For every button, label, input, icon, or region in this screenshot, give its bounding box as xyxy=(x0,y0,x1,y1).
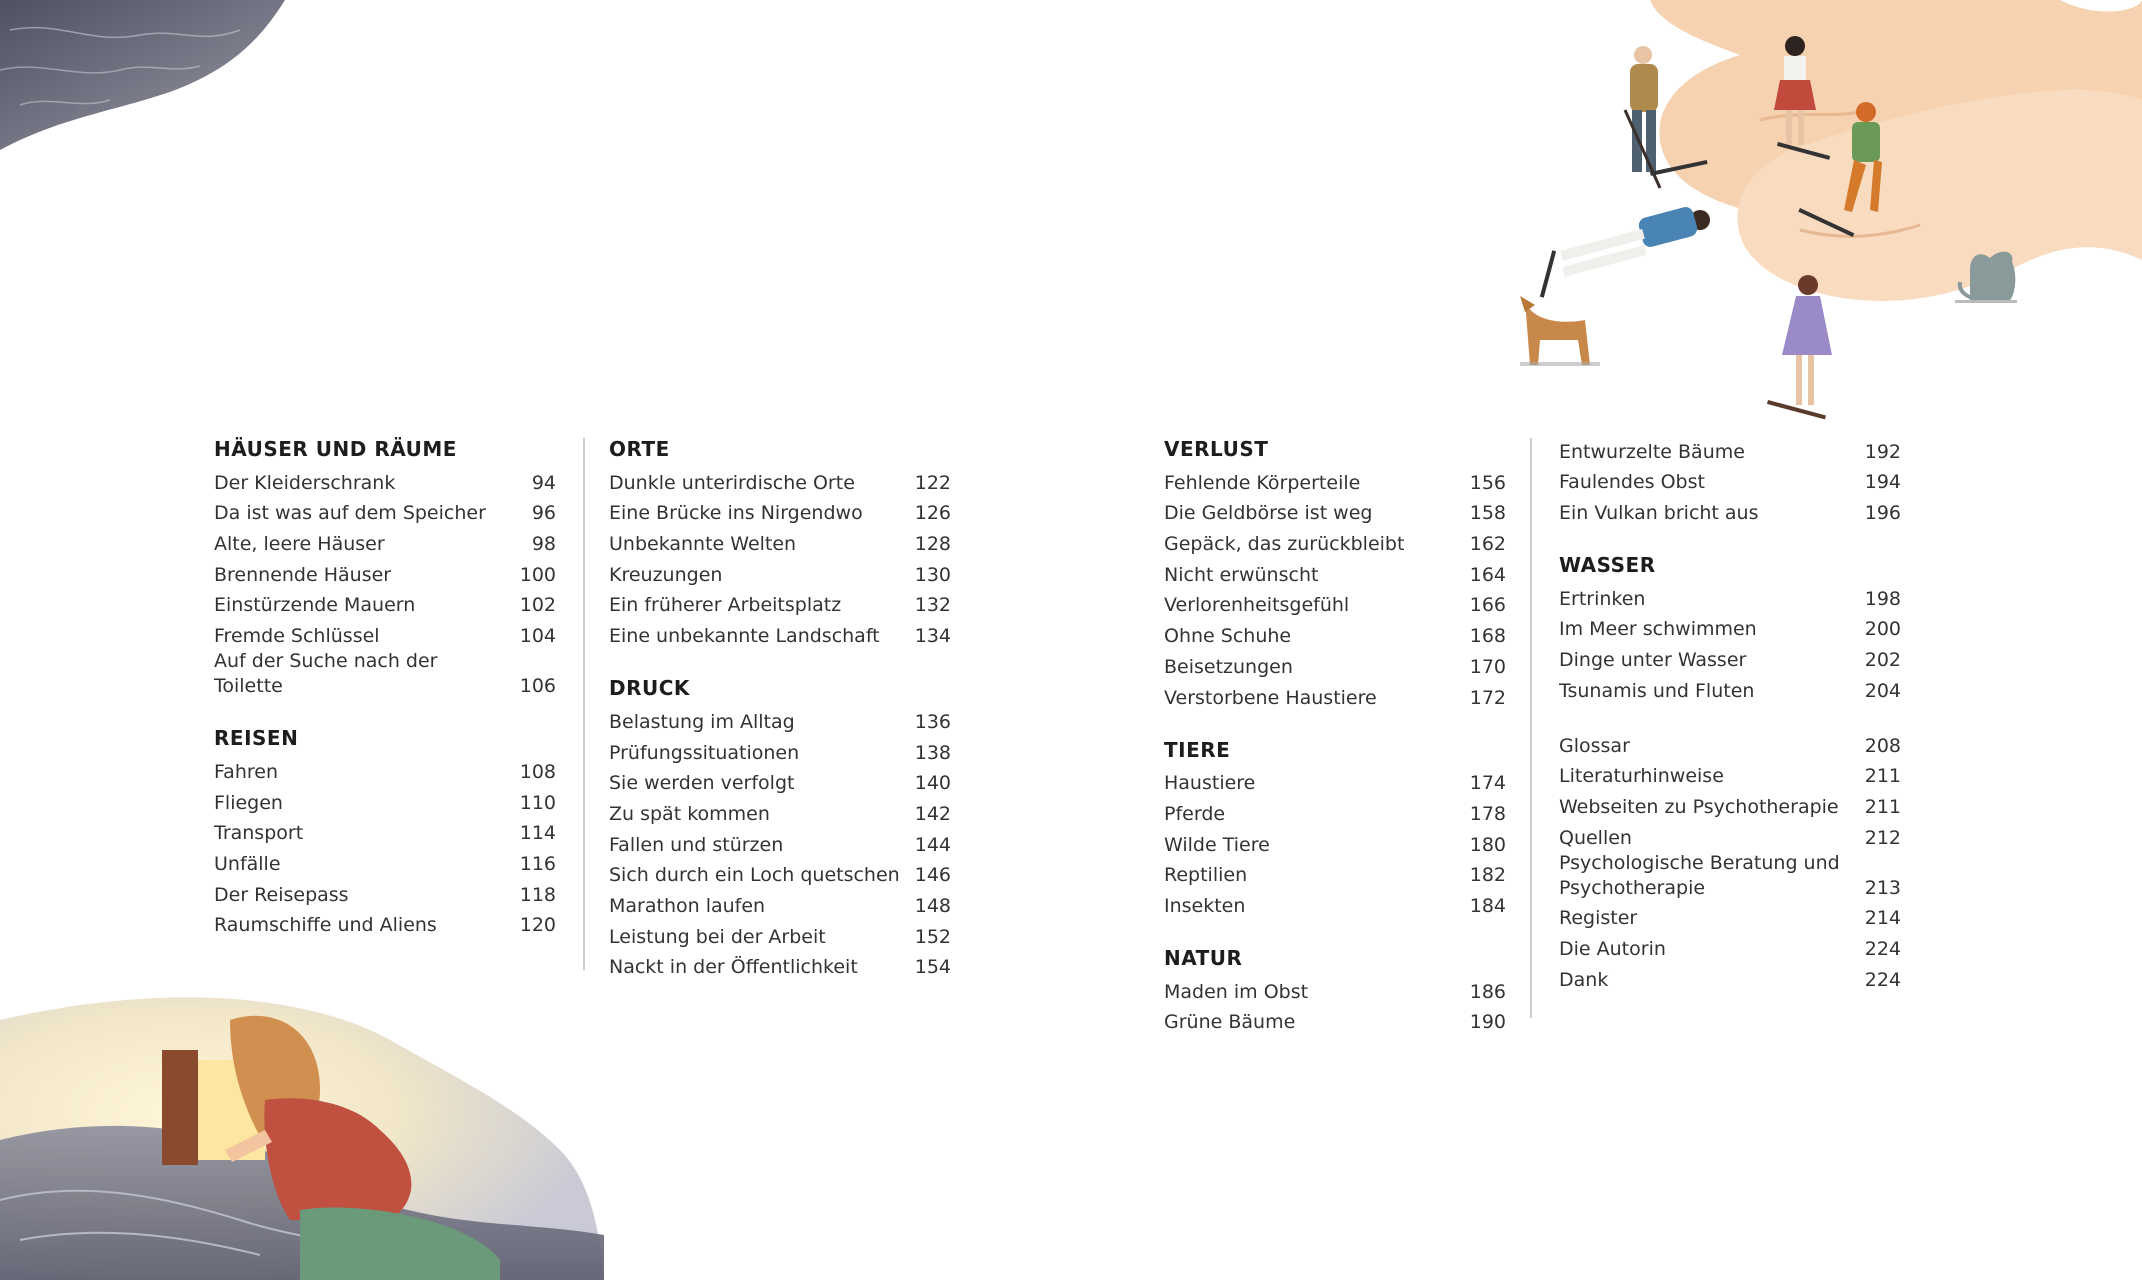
toc-entry[interactable] xyxy=(609,465,951,496)
section-title: TIERE xyxy=(1164,737,1231,762)
entry-title: Reptilien xyxy=(1164,864,1248,887)
entry-title: Fremde Schlüssel xyxy=(214,625,380,648)
toc-section xyxy=(1559,728,1901,993)
entry-title: Raumschiffe und Aliens xyxy=(214,914,437,937)
column-separator-2 xyxy=(1530,438,1532,1018)
toc-entry[interactable] xyxy=(214,908,556,939)
page-number: 132 xyxy=(914,594,951,617)
toc-entry[interactable] xyxy=(609,950,951,981)
section-title: HÄUSER UND RÄUME xyxy=(214,437,457,461)
toc-entry[interactable] xyxy=(1164,827,1506,858)
entry-title: Ein Vulkan bricht aus xyxy=(1559,502,1759,525)
toc-entry[interactable] xyxy=(1559,901,1901,932)
page-number: 166 xyxy=(1469,594,1506,617)
toc-entry[interactable] xyxy=(1164,766,1506,797)
page-number: 224 xyxy=(1864,968,1901,991)
toc-entry[interactable] xyxy=(1559,820,1901,851)
page-number: 211 xyxy=(1864,765,1901,788)
page-number: 142 xyxy=(914,802,951,825)
page-number: 168 xyxy=(1469,625,1506,648)
toc-entry[interactable] xyxy=(1559,495,1901,526)
page-number: 126 xyxy=(914,502,951,525)
page-number: 180 xyxy=(1469,833,1506,856)
entry-title: Maden im Obst xyxy=(1164,980,1309,1003)
section-title: REISEN xyxy=(214,726,299,751)
page-number: 170 xyxy=(1469,655,1506,678)
entry-title: Dunkle unterirdische Orte xyxy=(609,471,855,494)
column-separator-1 xyxy=(583,438,585,970)
toc-entry[interactable] xyxy=(609,557,951,588)
section-title: WASSER xyxy=(1559,553,1656,578)
toc-entry[interactable] xyxy=(214,754,556,785)
page-number: 158 xyxy=(1469,502,1506,525)
entry-title: Auf der Suche nach der Toilette xyxy=(214,650,438,698)
toc-entry[interactable] xyxy=(609,827,951,858)
page-number: 178 xyxy=(1469,802,1506,825)
entry-title: Kreuzungen xyxy=(609,563,723,586)
page-number: 162 xyxy=(1469,533,1506,556)
toc-entry[interactable] xyxy=(609,888,951,919)
entry-title: Register xyxy=(1559,907,1638,930)
page-number: 186 xyxy=(1469,980,1506,1003)
toc-section xyxy=(214,434,556,699)
toc-entry[interactable] xyxy=(609,735,951,766)
page-number: 208 xyxy=(1864,734,1901,757)
toc-column-3 xyxy=(1164,434,1506,1059)
entry-title: Fehlende Körperteile xyxy=(1164,471,1361,494)
page-number: 136 xyxy=(914,710,951,733)
toc-entry[interactable] xyxy=(1164,557,1506,588)
entry-title: Literaturhinweise xyxy=(1559,765,1724,788)
toc-entry[interactable] xyxy=(1559,581,1901,612)
page-number: 148 xyxy=(914,894,951,917)
entry-title: Eine unbekannte Landschaft xyxy=(609,625,880,648)
toc-entry[interactable] xyxy=(1559,673,1901,704)
page-number: 116 xyxy=(519,852,556,875)
page-number: 152 xyxy=(914,925,951,948)
toc-entry[interactable] xyxy=(214,618,556,649)
entry-title: Nackt in der Öffentlichkeit xyxy=(609,956,858,979)
toc-entry[interactable] xyxy=(1559,434,1901,465)
entry-title: Verlorenheitsgefühl xyxy=(1164,594,1350,617)
page-number: 146 xyxy=(914,864,951,887)
page-number: 122 xyxy=(914,471,951,494)
toc-entry[interactable] xyxy=(609,919,951,950)
entry-title: Insekten xyxy=(1164,894,1246,917)
entry-title: Verstorbene Haustiere xyxy=(1164,686,1377,709)
toc-section xyxy=(1164,434,1506,711)
entry-title: Transport xyxy=(214,822,304,845)
entry-title: Belastung im Alltag xyxy=(609,710,795,733)
page-number: 120 xyxy=(519,914,556,937)
page-number: 164 xyxy=(1469,563,1506,586)
entry-title: Wilde Tiere xyxy=(1164,833,1270,856)
toc-entry[interactable] xyxy=(1164,649,1506,680)
entry-title: Alte, leere Häuser xyxy=(214,533,385,556)
page-number: 224 xyxy=(1864,937,1901,960)
entry-title: Der Reisepass xyxy=(214,883,349,906)
entry-title: Im Meer schwimmen xyxy=(1559,618,1757,641)
section-title: VERLUST xyxy=(1164,437,1269,461)
entry-title: Unfälle xyxy=(214,852,281,875)
page-number: 154 xyxy=(914,956,951,979)
toc-entry[interactable] xyxy=(1164,680,1506,711)
entry-title: Dinge unter Wasser xyxy=(1559,649,1747,672)
page-number: 140 xyxy=(914,772,951,795)
hands-with-people-illustration xyxy=(1500,0,2142,440)
entry-title: Entwurzelte Bäume xyxy=(1559,440,1745,463)
toc-entry[interactable] xyxy=(1164,496,1506,527)
page-number: 214 xyxy=(1864,907,1901,930)
toc-entry[interactable] xyxy=(1559,931,1901,962)
toc-entry[interactable] xyxy=(1559,465,1901,496)
entry-title: Ertrinken xyxy=(1559,587,1646,610)
entry-title: Tsunamis und Fluten xyxy=(1559,679,1755,702)
entry-title: Faulendes Obst xyxy=(1559,471,1705,494)
page-number: 110 xyxy=(519,791,556,814)
entry-title: Haustiere xyxy=(1164,772,1256,795)
page-number: 184 xyxy=(1469,894,1506,917)
toc-entry[interactable] xyxy=(609,526,951,557)
toc-section xyxy=(609,673,951,980)
dog-figure xyxy=(1520,296,1600,366)
toc-entry[interactable] xyxy=(214,588,556,619)
toc-entry[interactable] xyxy=(1164,858,1506,889)
toc-entry[interactable] xyxy=(214,649,556,699)
page-number: 128 xyxy=(914,533,951,556)
entry-title: Marathon laufen xyxy=(609,894,766,917)
toc-section xyxy=(214,723,556,938)
toc-entry[interactable] xyxy=(1559,789,1901,820)
entry-title: Psychologische Beratung und Psychotherapie xyxy=(1559,851,1840,899)
toc-entry[interactable] xyxy=(214,557,556,588)
entry-title: Sich durch ein Loch quetschen xyxy=(609,864,900,887)
entry-title: Gepäck, das zurückbleibt xyxy=(1164,533,1405,556)
toc-entry[interactable] xyxy=(609,858,951,889)
toc-entry[interactable] xyxy=(214,465,556,496)
entry-title: Zu spät kommen xyxy=(609,802,770,825)
toc-entry[interactable] xyxy=(1559,759,1901,790)
toc-entry[interactable] xyxy=(1559,962,1901,993)
page-number: 196 xyxy=(1864,502,1901,525)
page-number: 194 xyxy=(1864,471,1901,494)
page-number: 192 xyxy=(1864,440,1901,463)
toc-entry[interactable] xyxy=(609,588,951,619)
entry-title: Fallen und stürzen xyxy=(609,833,784,856)
page-number: 198 xyxy=(1864,587,1901,610)
page-number: 204 xyxy=(1864,679,1901,702)
page-number: 108 xyxy=(519,760,556,783)
section-title: ORTE xyxy=(609,437,670,461)
toc-section xyxy=(1559,434,1901,526)
entry-title: Pferde xyxy=(1164,802,1226,825)
page-number: 96 xyxy=(531,502,556,525)
entry-title: Webseiten zu Psychotherapie xyxy=(1559,795,1839,818)
page-number: 144 xyxy=(914,833,951,856)
toc-section xyxy=(1559,550,1901,704)
page-number: 174 xyxy=(1469,772,1506,795)
page-number: 106 xyxy=(519,675,556,698)
entry-title: Beisetzungen xyxy=(1164,655,1293,678)
entry-title: Ohne Schuhe xyxy=(1164,625,1292,648)
toc-entry[interactable] xyxy=(1164,618,1506,649)
section-title: NATUR xyxy=(1164,945,1243,970)
page-number: 156 xyxy=(1469,471,1506,494)
toc-entry[interactable] xyxy=(1559,851,1901,901)
toc-entry[interactable] xyxy=(609,766,951,797)
toc-entry[interactable] xyxy=(609,496,951,527)
toc-entry[interactable] xyxy=(1164,1005,1506,1036)
entry-title: Einstürzende Mauern xyxy=(214,594,416,617)
toc-entry[interactable] xyxy=(214,526,556,557)
entry-title: Quellen xyxy=(1559,826,1632,849)
page-number: 102 xyxy=(519,594,556,617)
entry-title: Eine Brücke ins Nirgendwo xyxy=(609,502,863,525)
entry-title: Brennende Häuser xyxy=(214,563,392,586)
section-title: DRUCK xyxy=(609,676,690,701)
entry-title: Fliegen xyxy=(214,791,283,814)
toc-entry[interactable] xyxy=(1559,612,1901,643)
toc-entry[interactable] xyxy=(1559,728,1901,759)
entry-title: Glossar xyxy=(1559,734,1630,757)
page-number: 182 xyxy=(1469,864,1506,887)
toc-entry[interactable] xyxy=(609,796,951,827)
page-number: 100 xyxy=(519,563,556,586)
page-number: 190 xyxy=(1469,1011,1506,1034)
entry-title: Der Kleiderschrank xyxy=(214,471,396,494)
page-number: 212 xyxy=(1864,826,1901,849)
woman-opening-door-illustration xyxy=(0,980,610,1280)
page-number: 114 xyxy=(519,822,556,845)
entry-title: Fahren xyxy=(214,760,278,783)
toc-entry[interactable] xyxy=(1164,526,1506,557)
toc-entry[interactable] xyxy=(1164,465,1506,496)
toc-entry[interactable] xyxy=(1164,974,1506,1005)
toc-entry[interactable] xyxy=(214,816,556,847)
lying-man-figure xyxy=(1540,205,1710,297)
toc-section xyxy=(609,434,951,649)
page-number: 213 xyxy=(1864,876,1901,899)
page-number: 138 xyxy=(914,741,951,764)
toc-entry[interactable] xyxy=(609,704,951,735)
door xyxy=(162,1050,198,1165)
toc-entry[interactable] xyxy=(214,496,556,527)
toc-section xyxy=(1164,943,1506,1035)
toc-entry[interactable] xyxy=(609,618,951,649)
entry-title: Da ist was auf dem Speicher xyxy=(214,502,486,525)
toc-entry[interactable] xyxy=(1164,588,1506,619)
entry-title: Ein früherer Arbeitsplatz xyxy=(609,594,842,617)
page-number: 134 xyxy=(914,625,951,648)
toc-entry[interactable] xyxy=(1164,796,1506,827)
entry-title: Sie werden verfolgt xyxy=(609,772,795,795)
page-number: 172 xyxy=(1469,686,1506,709)
entry-title: Dank xyxy=(1559,968,1609,991)
page-number: 94 xyxy=(531,471,556,494)
toc-entry[interactable] xyxy=(1164,888,1506,919)
entry-title: Unbekannte Welten xyxy=(609,533,797,556)
page-number: 118 xyxy=(519,883,556,906)
toc-column-1 xyxy=(214,434,556,962)
toc-section xyxy=(1164,735,1506,919)
toc-entry[interactable] xyxy=(214,846,556,877)
entry-title: Nicht erwünscht xyxy=(1164,563,1319,586)
page-number: 200 xyxy=(1864,618,1901,641)
entry-title: Leistung bei der Arbeit xyxy=(609,925,826,948)
page-number: 211 xyxy=(1864,795,1901,818)
entry-title: Die Geldbörse ist weg xyxy=(1164,502,1373,525)
toc-column-2 xyxy=(609,434,951,1004)
entry-title: Die Autorin xyxy=(1559,937,1666,960)
toc-entry[interactable] xyxy=(214,877,556,908)
page-number: 98 xyxy=(531,533,556,556)
toc-entry[interactable] xyxy=(1559,642,1901,673)
woman-figure xyxy=(1767,275,1832,419)
toc-column-4 xyxy=(1559,434,1901,1017)
page-number: 130 xyxy=(914,563,951,586)
toc-entry[interactable] xyxy=(214,785,556,816)
page-number: 104 xyxy=(519,625,556,648)
page-number: 202 xyxy=(1864,649,1901,672)
entry-title: Prüfungssituationen xyxy=(609,741,800,764)
entry-title: Grüne Bäume xyxy=(1164,1011,1296,1034)
top-left-cloud-illustration xyxy=(0,0,300,160)
